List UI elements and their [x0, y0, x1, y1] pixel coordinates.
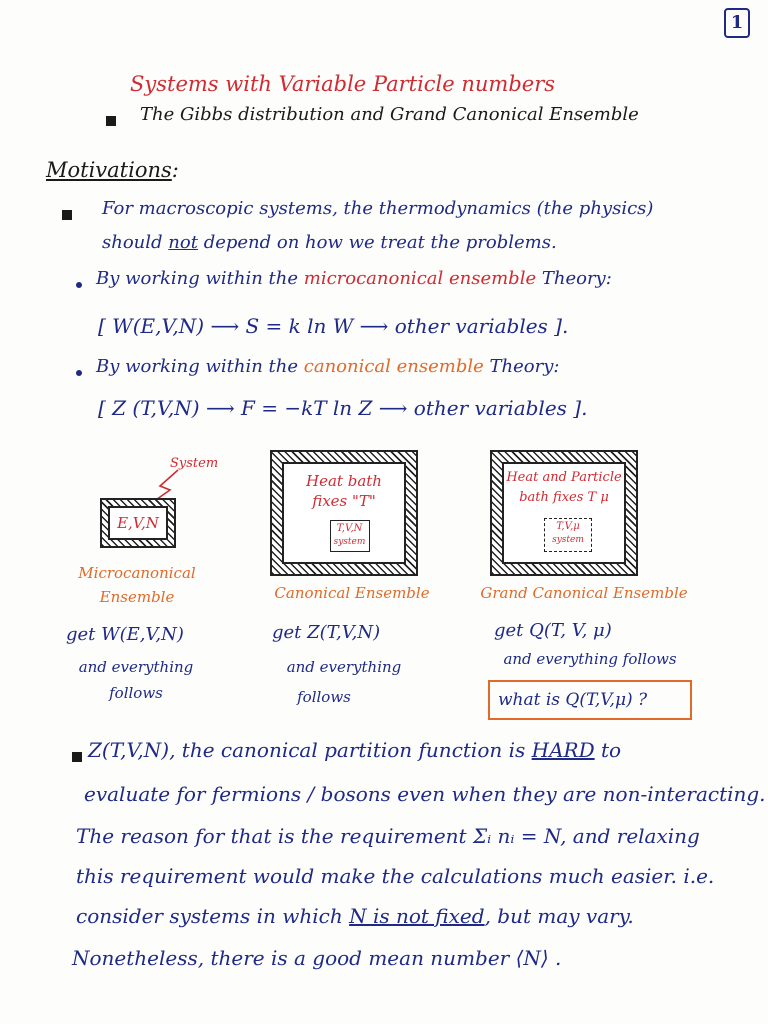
grand-diagram-wall	[490, 450, 638, 576]
square-bullet-icon	[62, 210, 72, 220]
grand-question: what is Q(T,V,μ) ?	[498, 690, 648, 710]
canon-line-a: By working within the	[96, 356, 299, 377]
micro-box-label: E,V,N	[117, 514, 159, 532]
text-should: should	[102, 232, 163, 253]
micro-get: get W(E,V,N)	[66, 624, 184, 645]
p2-line-1	[88, 738, 621, 762]
p2-line-3: The reason for that is the requirement Σᵢ nᵢ = N, and relaxing	[76, 824, 700, 848]
canon-inner-2: system	[333, 537, 366, 547]
paragraph-1-line-2	[102, 232, 557, 253]
p2-line-2: evaluate for fermions / bosons even when they are non-interacting.	[84, 782, 766, 806]
grand-bath-1: Heat and Particle	[506, 470, 622, 485]
grand-get: get Q(T, V, μ)	[494, 620, 612, 641]
micro-line	[96, 268, 612, 289]
p2-line-1-b: to	[600, 738, 622, 762]
canon-name: Canonical Ensemble	[274, 584, 430, 602]
text-depend: depend on how we treat the problems.	[203, 232, 557, 253]
micro-line-c: Theory:	[541, 268, 612, 289]
motivations-colon: :	[171, 158, 179, 182]
text-hard: HARD	[531, 738, 595, 762]
grand-follow: and everything follows	[503, 650, 677, 668]
page-title: Systems with Variable Particle numbers	[130, 72, 556, 96]
canon-get: get Z(T,V,N)	[272, 622, 381, 643]
micro-diagram-wall	[100, 498, 176, 548]
grand-bath-2: bath fixes T μ	[519, 490, 609, 505]
canon-follow-1: and everything	[286, 658, 402, 676]
canon-equation: [ Z (T,V,N) ⟶ F = −kT ln Z ⟶ other variables ].	[98, 396, 588, 420]
canon-bath-1: Heat bath	[306, 472, 382, 490]
text-n-not-fixed: N is not fixed	[349, 904, 485, 928]
canon-inner-1: T,V,N	[336, 523, 363, 534]
p2-line-5-a: consider systems in which	[76, 904, 343, 928]
page-number: 1	[724, 8, 750, 38]
grand-inner-2: system	[552, 535, 584, 545]
paragraph-1-line-1: For macroscopic systems, the thermodynamics (the physics)	[102, 198, 654, 219]
canon-diagram-bath	[282, 462, 406, 564]
micro-follow-1: and everything	[78, 658, 194, 676]
micro-equation: [ W(E,V,N) ⟶ S = k ln W ⟶ other variables ].	[98, 314, 569, 338]
micro-line-highlight: microcanonical ensemble	[303, 268, 537, 289]
p2-line-5-b: , but may vary.	[484, 904, 634, 928]
grand-inner-box	[544, 518, 592, 552]
dot-bullet-icon	[76, 370, 82, 376]
p2-line-4: this requirement would make the calculations much easier. i.e.	[76, 864, 715, 888]
canon-follow-2: follows	[297, 688, 351, 706]
micro-name-1: Microcanonical	[78, 564, 196, 582]
micro-line-a: By working within the	[96, 268, 299, 289]
square-bullet-icon	[72, 752, 82, 762]
grand-diagram-bath	[502, 462, 626, 564]
grand-question-box	[488, 680, 692, 720]
canon-line	[96, 356, 559, 377]
micro-diagram-box	[108, 506, 168, 540]
system-label: System	[170, 456, 219, 471]
micro-follow-2: follows	[109, 684, 163, 702]
square-bullet-icon	[106, 116, 116, 126]
motivations-heading: Motivations	[46, 158, 172, 182]
canon-line-c: Theory:	[489, 356, 560, 377]
p2-line-6: Nonetheless, there is a good mean number ⟨N⟩ .	[72, 946, 562, 970]
page-subtitle: The Gibbs distribution and Grand Canonical Ensemble	[140, 104, 639, 125]
canon-diagram-wall	[270, 450, 418, 576]
canon-inner-box	[330, 520, 370, 552]
p2-line-5	[76, 904, 634, 928]
canon-line-highlight: canonical ensemble	[303, 356, 484, 377]
text-not: not	[168, 232, 198, 253]
micro-name-2: Ensemble	[99, 588, 175, 606]
section-heading	[46, 158, 179, 182]
canon-bath-2: fixes "T"	[312, 492, 376, 510]
grand-inner-1: T,V,μ	[556, 521, 580, 532]
dot-bullet-icon	[76, 282, 82, 288]
grand-name: Grand Canonical Ensemble	[480, 584, 688, 602]
p2-line-1-a: Z(T,V,N), the canonical partition function is	[88, 738, 526, 762]
